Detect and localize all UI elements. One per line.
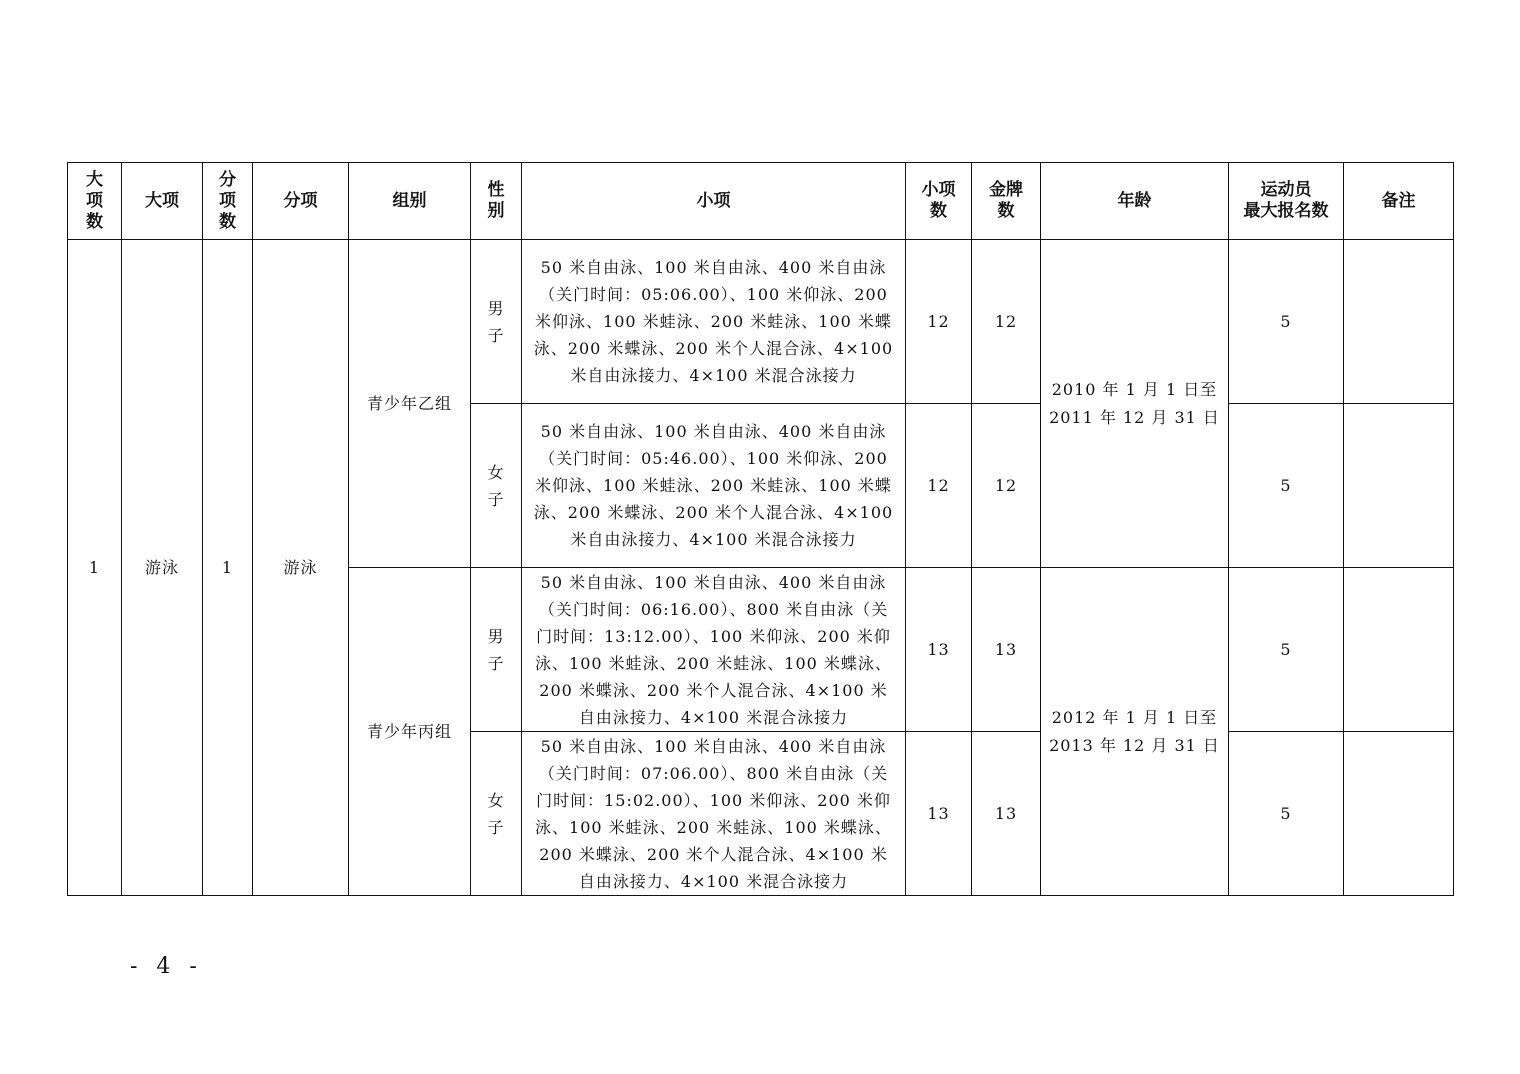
events-cell: 50 米自由泳、100 米自由泳、400 米自由泳（关门时间：07:06.00）、800 米自由泳（关门时间：15:02.00）、100 米仰泳、200 米仰泳、100 米蛙泳、200 米蛙泳、100 米蝶泳、200 米蝶泳、200 米个人混合泳、4×100 米自由泳接力、4×100 米混合泳接力 bbox=[522, 732, 906, 896]
event-count-cell: 13 bbox=[906, 732, 972, 896]
age-line: 2010 年 1 月 1 日至 bbox=[1051, 379, 1218, 399]
header-major: 大项 bbox=[122, 163, 203, 240]
age-line: 2011 年 12 月 31 日 bbox=[1049, 407, 1220, 427]
max-entries-cell: 5 bbox=[1229, 240, 1344, 404]
max-entries-cell: 5 bbox=[1229, 568, 1344, 732]
gold-count-cell: 12 bbox=[972, 404, 1041, 568]
event-count-cell: 12 bbox=[906, 404, 972, 568]
group-cell: 青少年丙组 bbox=[349, 568, 471, 896]
header-event-count: 小项数 bbox=[906, 163, 972, 240]
max-entries-cell: 5 bbox=[1229, 732, 1344, 896]
max-entries-cell: 5 bbox=[1229, 404, 1344, 568]
table-row bbox=[68, 240, 1454, 404]
gold-count-cell: 13 bbox=[972, 568, 1041, 732]
sub-count-cell: 1 bbox=[203, 240, 253, 896]
age-line: 2013 年 12 月 31 日 bbox=[1049, 735, 1220, 755]
events-cell: 50 米自由泳、100 米自由泳、400 米自由泳（关门时间：05:46.00）、100 米仰泳、200 米仰泳、100 米蛙泳、200 米蛙泳、100 米蝶泳、200 米蝶泳、200 米个人混合泳、4×100 米自由泳接力、4×100 米混合泳接力 bbox=[522, 404, 906, 568]
age-cell bbox=[1041, 240, 1229, 568]
header-gender: 性别 bbox=[471, 163, 522, 240]
event-count-cell: 13 bbox=[906, 568, 972, 732]
event-count-cell: 12 bbox=[906, 240, 972, 404]
gender-cell: 女子 bbox=[471, 404, 522, 568]
sub-cell: 游泳 bbox=[253, 240, 349, 896]
header-group: 组别 bbox=[349, 163, 471, 240]
gender-cell: 女子 bbox=[471, 732, 522, 896]
header-sub: 分项 bbox=[253, 163, 349, 240]
remarks-cell bbox=[1344, 404, 1454, 568]
major-cell: 游泳 bbox=[122, 240, 203, 896]
events-cell: 50 米自由泳、100 米自由泳、400 米自由泳（关门时间：06:16.00）、800 米自由泳（关门时间：13:12.00）、100 米仰泳、200 米仰泳、100 米蛙泳、200 米蛙泳、100 米蝶泳、200 米蝶泳、200 米个人混合泳、4×100 米自由泳接力、4×100 米混合泳接力 bbox=[522, 568, 906, 732]
events-table bbox=[67, 162, 1454, 896]
gold-count-cell: 12 bbox=[972, 240, 1041, 404]
events-cell: 50 米自由泳、100 米自由泳、400 米自由泳（关门时间：05:06.00）、100 米仰泳、200 米仰泳、100 米蛙泳、200 米蛙泳、100 米蝶泳、200 米蝶泳、200 米个人混合泳、4×100 米自由泳接力、4×100 米混合泳接力 bbox=[522, 240, 906, 404]
header-row bbox=[68, 163, 1454, 240]
header-gold-count: 金牌数 bbox=[972, 163, 1041, 240]
age-cell bbox=[1041, 568, 1229, 896]
header-sub-count: 分项数 bbox=[203, 163, 253, 240]
remarks-cell bbox=[1344, 240, 1454, 404]
remarks-cell bbox=[1344, 568, 1454, 732]
header-events: 小项 bbox=[522, 163, 906, 240]
major-count-cell: 1 bbox=[68, 240, 122, 896]
header-remarks: 备注 bbox=[1344, 163, 1454, 240]
page-number: - 4 - bbox=[130, 954, 203, 979]
gender-cell: 男子 bbox=[471, 240, 522, 404]
header-max-entries: 运动员 最大报名数 bbox=[1229, 163, 1344, 240]
remarks-cell bbox=[1344, 732, 1454, 896]
group-cell: 青少年乙组 bbox=[349, 240, 471, 568]
gold-count-cell: 13 bbox=[972, 732, 1041, 896]
header-age: 年龄 bbox=[1041, 163, 1229, 240]
gender-cell: 男子 bbox=[471, 568, 522, 732]
age-line: 2012 年 1 月 1 日至 bbox=[1051, 707, 1218, 727]
header-major-count: 大项数 bbox=[68, 163, 122, 240]
